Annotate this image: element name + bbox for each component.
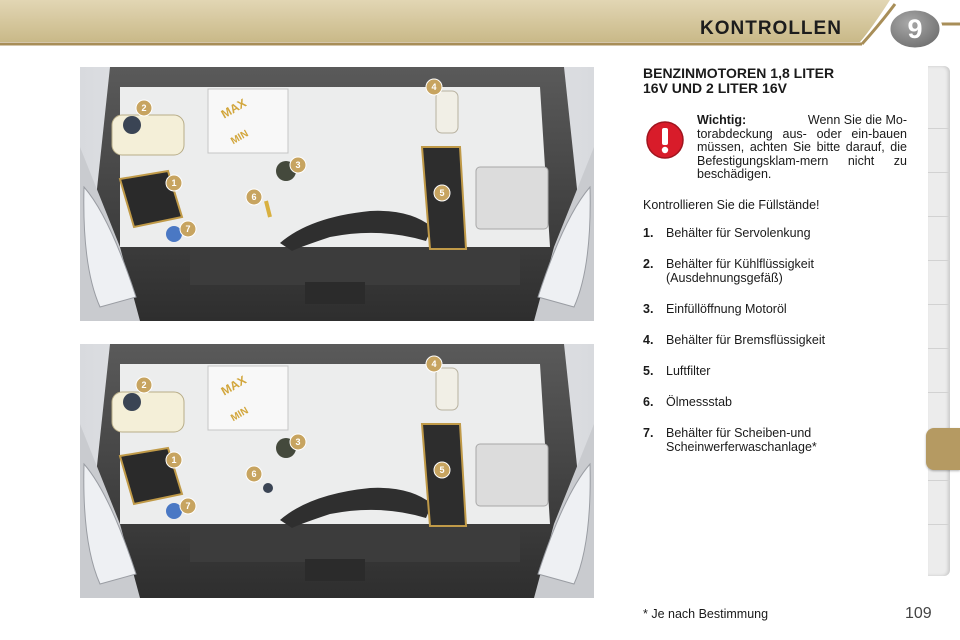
chapter-header — [0, 0, 960, 52]
engine-bay-illustration-top — [80, 67, 594, 321]
svg-text:5: 5 — [439, 465, 445, 475]
tab-divider — [928, 260, 950, 261]
svg-text:7: 7 — [185, 224, 191, 234]
list-item — [643, 426, 905, 454]
item-text-line2: (Ausdehnungsgefäß) — [666, 271, 783, 285]
warning-icon — [645, 120, 685, 160]
callout-2 — [136, 100, 152, 116]
list-item — [643, 395, 905, 409]
tab-divider — [928, 524, 950, 525]
callout-6 — [246, 466, 262, 482]
callout-5 — [434, 462, 450, 478]
tab-divider — [928, 392, 950, 393]
list-item — [643, 226, 905, 240]
svg-text:1: 1 — [171, 455, 177, 465]
warning-rest: torabdeckung aus- oder ein-bauen müssen, achten Sie bitte darauf, die Befestigungsklam-mern nicht zu beschädigen. — [697, 126, 907, 182]
svg-text:6: 6 — [251, 469, 257, 479]
list-item — [643, 364, 905, 378]
tab-divider — [928, 216, 950, 217]
item-text: Behälter für Scheiben-und — [666, 426, 812, 440]
svg-text:2: 2 — [141, 380, 147, 390]
svg-text:7: 7 — [185, 501, 191, 511]
tab-divider — [928, 128, 950, 129]
max-mark: MAX — [218, 95, 249, 122]
item-number: 7. — [643, 426, 654, 440]
callout-7 — [180, 221, 196, 237]
callout-1 — [166, 452, 182, 468]
svg-text:3: 3 — [295, 160, 301, 170]
chapter-title: KONTROLLEN — [700, 18, 842, 39]
warning-label: Wichtig: — [697, 113, 747, 127]
item-text: Behälter für Servolenkung — [666, 226, 811, 240]
callout-2 — [136, 377, 152, 393]
chapter-number: 9 — [907, 14, 923, 44]
list-item — [643, 333, 905, 347]
callout-4 — [426, 79, 442, 95]
engine-bay-drawing — [80, 344, 594, 598]
max-mark: MAX — [218, 372, 249, 399]
intro-text: Kontrollieren Sie die Füllstände! — [643, 198, 820, 212]
callout-6 — [246, 189, 262, 205]
section-title-line2: 16V UND 2 LITER 16V — [643, 80, 787, 96]
svg-text:5: 5 — [439, 188, 445, 198]
item-number: 1. — [643, 226, 654, 240]
callout-5 — [434, 185, 450, 201]
callout-3 — [290, 157, 306, 173]
tab-divider — [928, 304, 950, 305]
item-text: Ölmessstab — [666, 395, 732, 409]
warning-text — [697, 114, 907, 182]
chapter-tab-rail — [928, 66, 950, 576]
item-text: Behälter für Bremsflüssigkeit — [666, 333, 826, 347]
tab-divider — [928, 348, 950, 349]
section-title — [643, 66, 905, 96]
item-text: Einfüllöffnung Motoröl — [666, 302, 787, 316]
item-number: 5. — [643, 364, 654, 378]
item-text: Behälter für Kühlflüssigkeit — [666, 257, 814, 271]
svg-text:1: 1 — [171, 178, 177, 188]
engine-bay-illustration-bottom — [80, 344, 594, 598]
list-item — [643, 257, 905, 285]
callout-3 — [290, 434, 306, 450]
item-text: Luftfilter — [666, 364, 711, 378]
item-text-line2: Scheinwerferwaschanlage* — [666, 440, 817, 454]
engine-bay-drawing — [80, 67, 594, 321]
footnote: * Je nach Bestimmung — [643, 607, 769, 621]
warning-note — [643, 114, 905, 192]
item-number: 6. — [643, 395, 654, 409]
list-item — [643, 302, 905, 316]
min-mark: MIN — [229, 405, 251, 425]
svg-text:4: 4 — [431, 359, 437, 369]
active-chapter-tab[interactable] — [926, 428, 960, 470]
item-number: 2. — [643, 257, 654, 271]
callout-7 — [180, 498, 196, 514]
component-list — [643, 226, 905, 454]
svg-text:4: 4 — [431, 82, 437, 92]
callout-4 — [426, 356, 442, 372]
min-mark: MIN — [229, 128, 251, 148]
tab-divider — [928, 172, 950, 173]
section-title-line1: BENZINMOTOREN 1,8 LITER — [643, 65, 835, 81]
page-number: 109 — [905, 605, 932, 622]
content-column — [643, 66, 905, 454]
item-number: 4. — [643, 333, 654, 347]
callout-1 — [166, 175, 182, 191]
tab-divider — [928, 480, 950, 481]
item-number: 3. — [643, 302, 654, 316]
svg-text:6: 6 — [251, 192, 257, 202]
warning-line1: Wenn Sie die Mo- — [807, 113, 907, 127]
svg-text:3: 3 — [295, 437, 301, 447]
svg-text:2: 2 — [141, 103, 147, 113]
